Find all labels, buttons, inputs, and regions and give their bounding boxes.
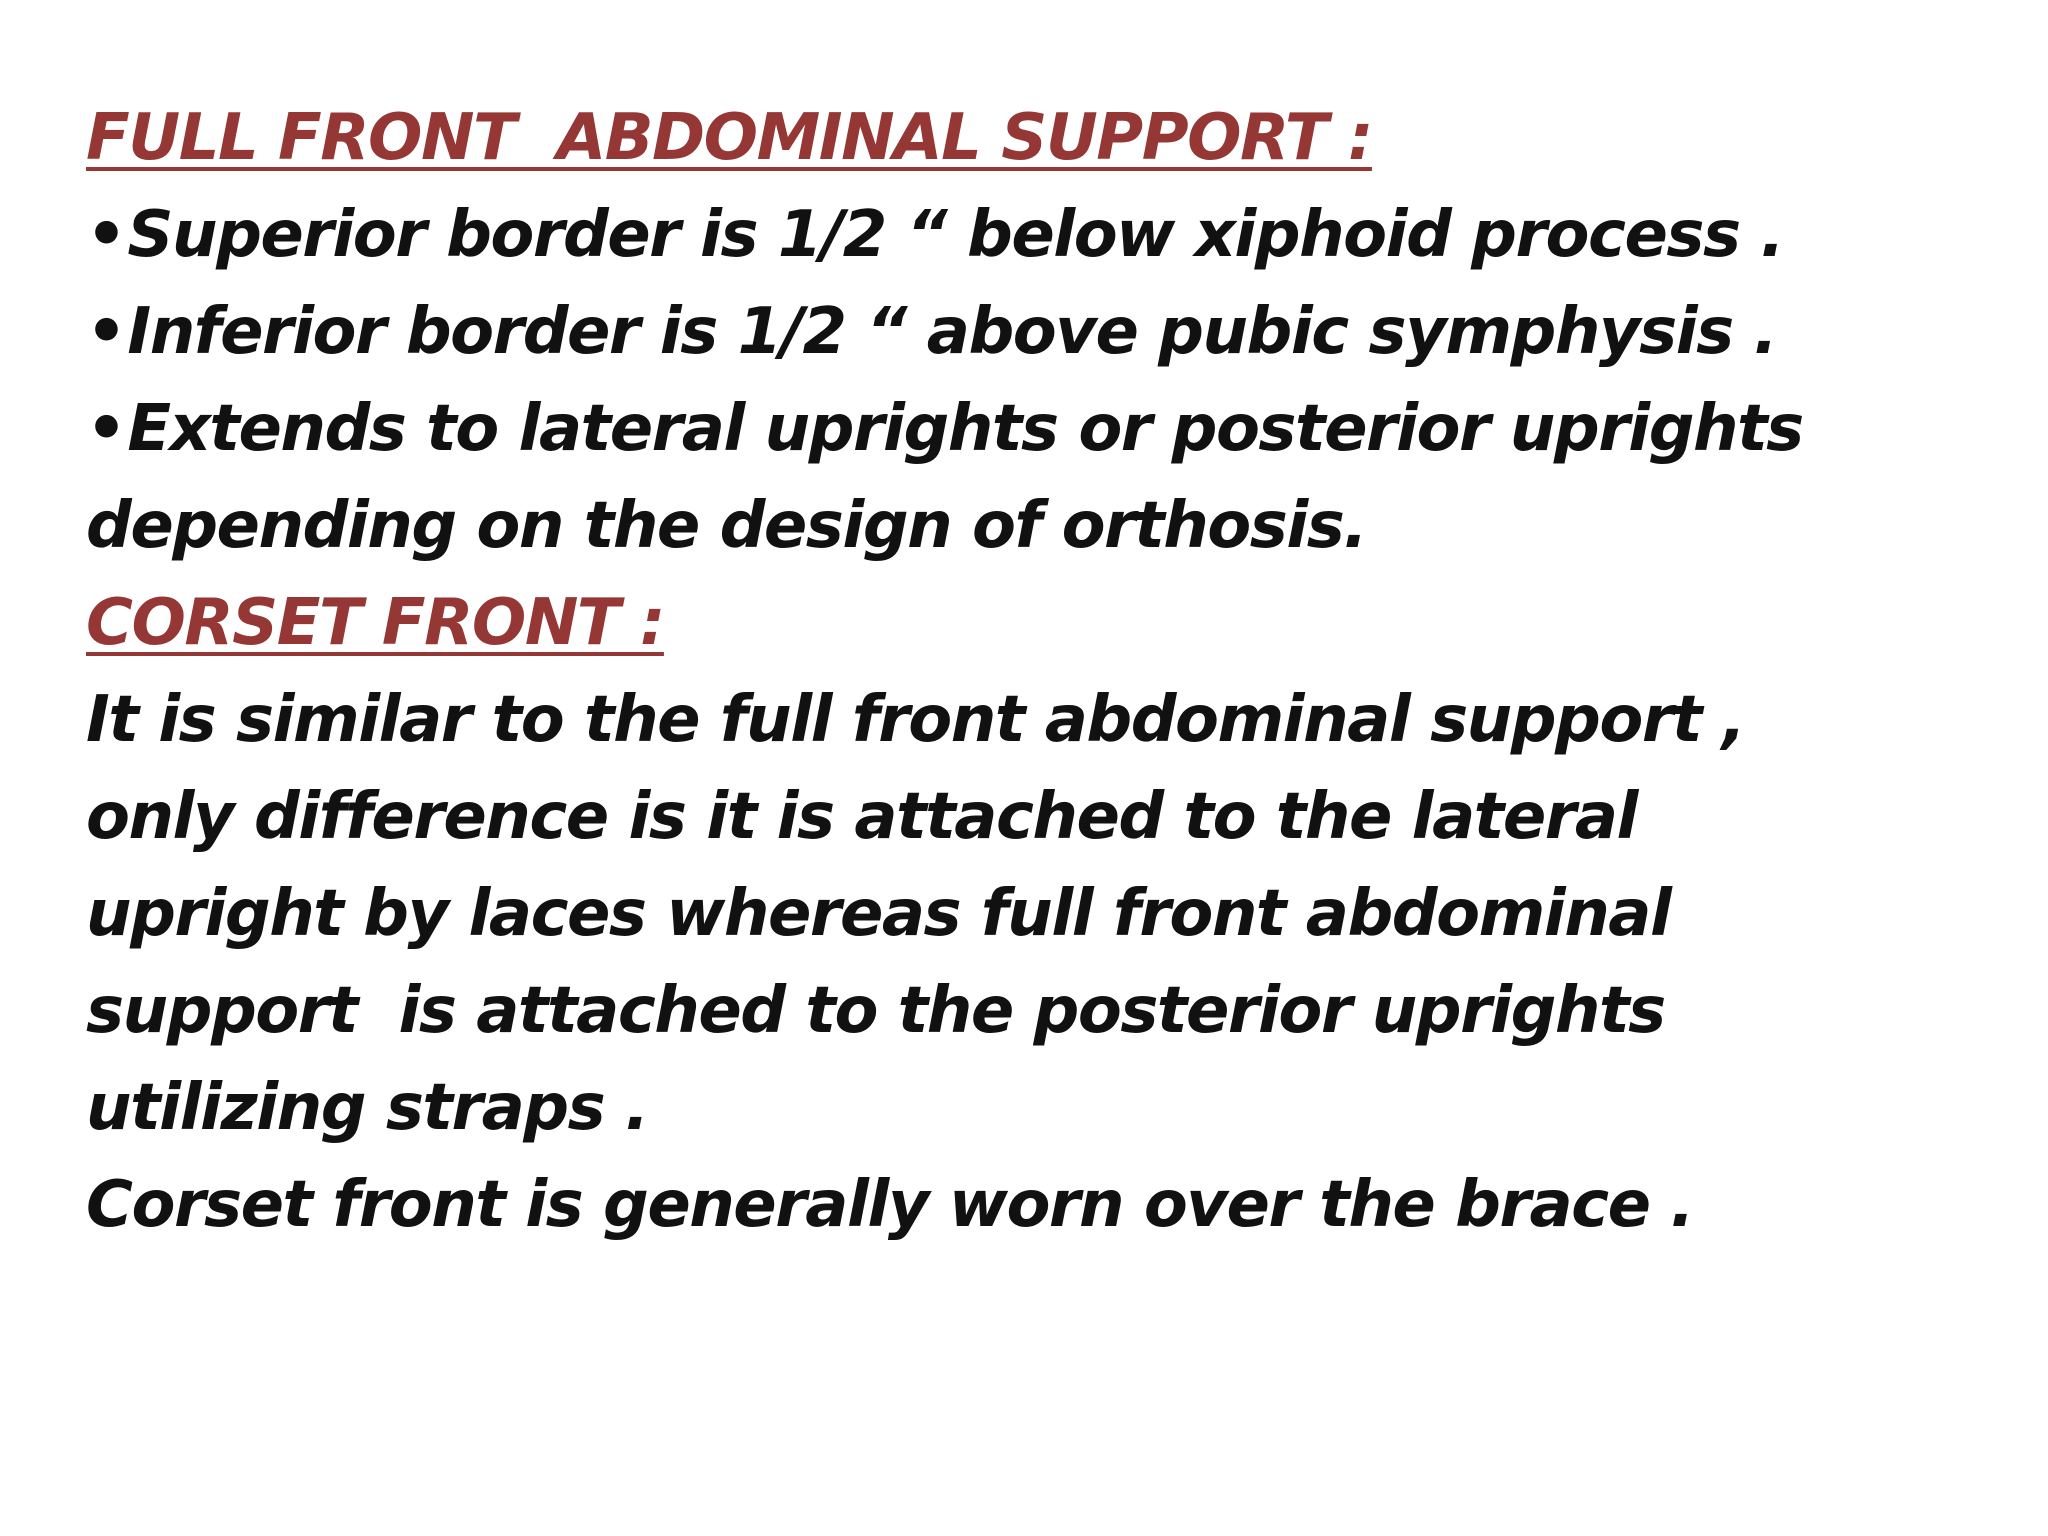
- bullet-icon: •: [86, 392, 126, 466]
- bullet-icon: •: [86, 295, 126, 369]
- bullet-item-superior-border: [86, 187, 1966, 284]
- bullet-icon: •: [86, 198, 126, 272]
- bullet-text: Superior border is 1/2 “ below xiphoid process .: [127, 198, 1784, 272]
- heading-corset-front: CORSET FRONT :: [86, 586, 664, 660]
- bullet-text: Extends to lateral uprights or posterior uprights: [127, 392, 1803, 466]
- slide-content: [86, 90, 1966, 1254]
- bullet-item-extends: [86, 381, 1966, 478]
- paragraph-line: It is similar to the full front abdominal support ,: [86, 683, 1745, 757]
- paragraph-line: upright by laces whereas full front abdominal: [86, 877, 1671, 951]
- bullet-text: Inferior border is 1/2 “ above pubic symphysis .: [127, 295, 1777, 369]
- bullet-item-inferior-border: [86, 284, 1966, 381]
- paragraph-line: only difference is it is attached to the lateral: [86, 780, 1637, 854]
- paragraph-line: utilizing straps .: [86, 1071, 648, 1145]
- bullet-item-extends-continuation: depending on the design of orthosis.: [86, 489, 1367, 563]
- paragraph-line: Corset front is generally worn over the brace .: [86, 1168, 1694, 1242]
- paragraph-line: support is attached to the posterior uprights: [86, 974, 1665, 1048]
- heading-full-front-abdominal-support: FULL FRONT ABDOMINAL SUPPORT :: [86, 101, 1372, 175]
